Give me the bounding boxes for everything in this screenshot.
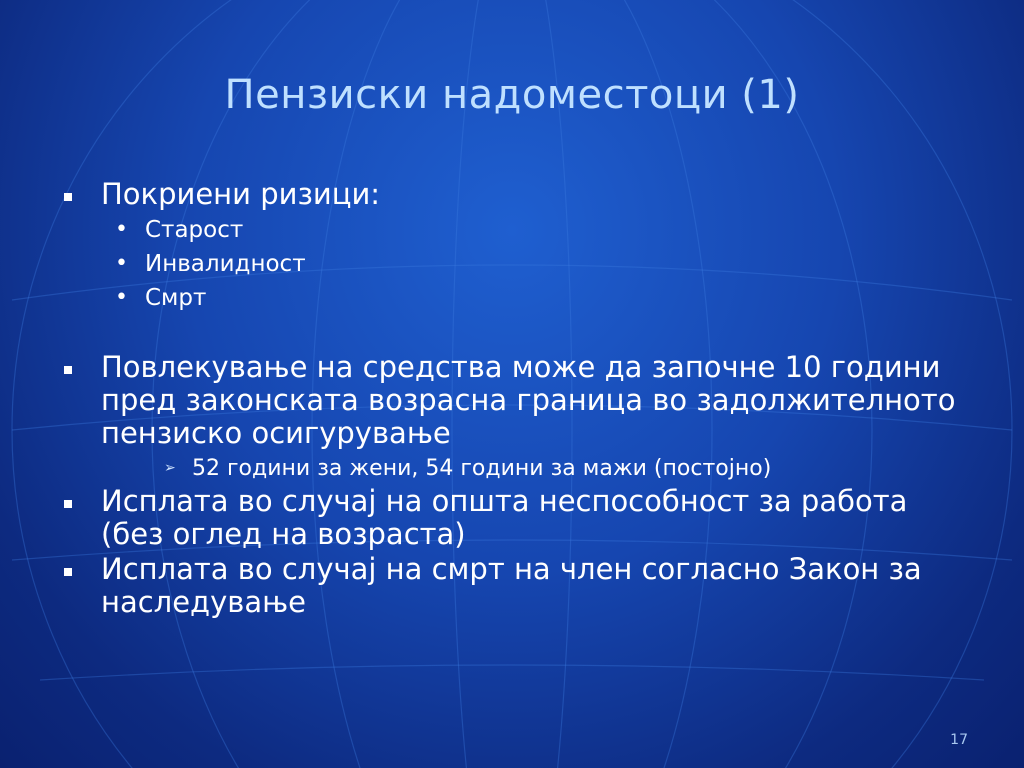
arrow-bullet-icon: ➢ (164, 460, 176, 476)
square-bullet-icon (64, 500, 72, 508)
sub-bullet-old-age (60, 213, 960, 247)
dot-bullet-icon: • (115, 285, 128, 310)
sub-bullet-text: Смрт (145, 285, 207, 311)
bullet-text: Покриени ризици: (101, 177, 381, 211)
sub-bullet-death (60, 281, 960, 315)
bullet-text: Исплата во случај на општа неспособност за работа (без оглед на возраста) (101, 484, 908, 551)
sub-bullet-disability (60, 247, 960, 281)
sub-bullet-text: Старост (145, 217, 244, 243)
bullet-covered-risks (60, 178, 960, 211)
slide-title: Пензиски надоместоци (1) (224, 72, 800, 118)
bullet-text: Повлекување на средства може да започне 10 години пред законската возрасна граница во задолжителното пензиско осигурување (101, 350, 956, 450)
slide-number: 17 (950, 732, 968, 748)
spacer (60, 315, 960, 351)
dot-bullet-icon: • (115, 251, 128, 276)
square-bullet-icon (64, 568, 72, 576)
square-bullet-icon (64, 193, 72, 201)
sub-bullet-text: Инвалидност (145, 251, 306, 277)
sub-bullet-ages (60, 452, 960, 485)
bullet-text: Исплата во случај на смрт на член согласно Закон за наследување (101, 552, 922, 619)
slide-body (60, 178, 960, 621)
bullet-death-payment (60, 553, 960, 619)
bullet-withdrawal (60, 351, 960, 450)
sub-bullet-text: 52 години за жени, 54 години за мажи (постојно) (192, 456, 772, 481)
square-bullet-icon (64, 366, 72, 374)
dot-bullet-icon: • (115, 217, 128, 242)
bullet-disability-payment (60, 485, 960, 551)
